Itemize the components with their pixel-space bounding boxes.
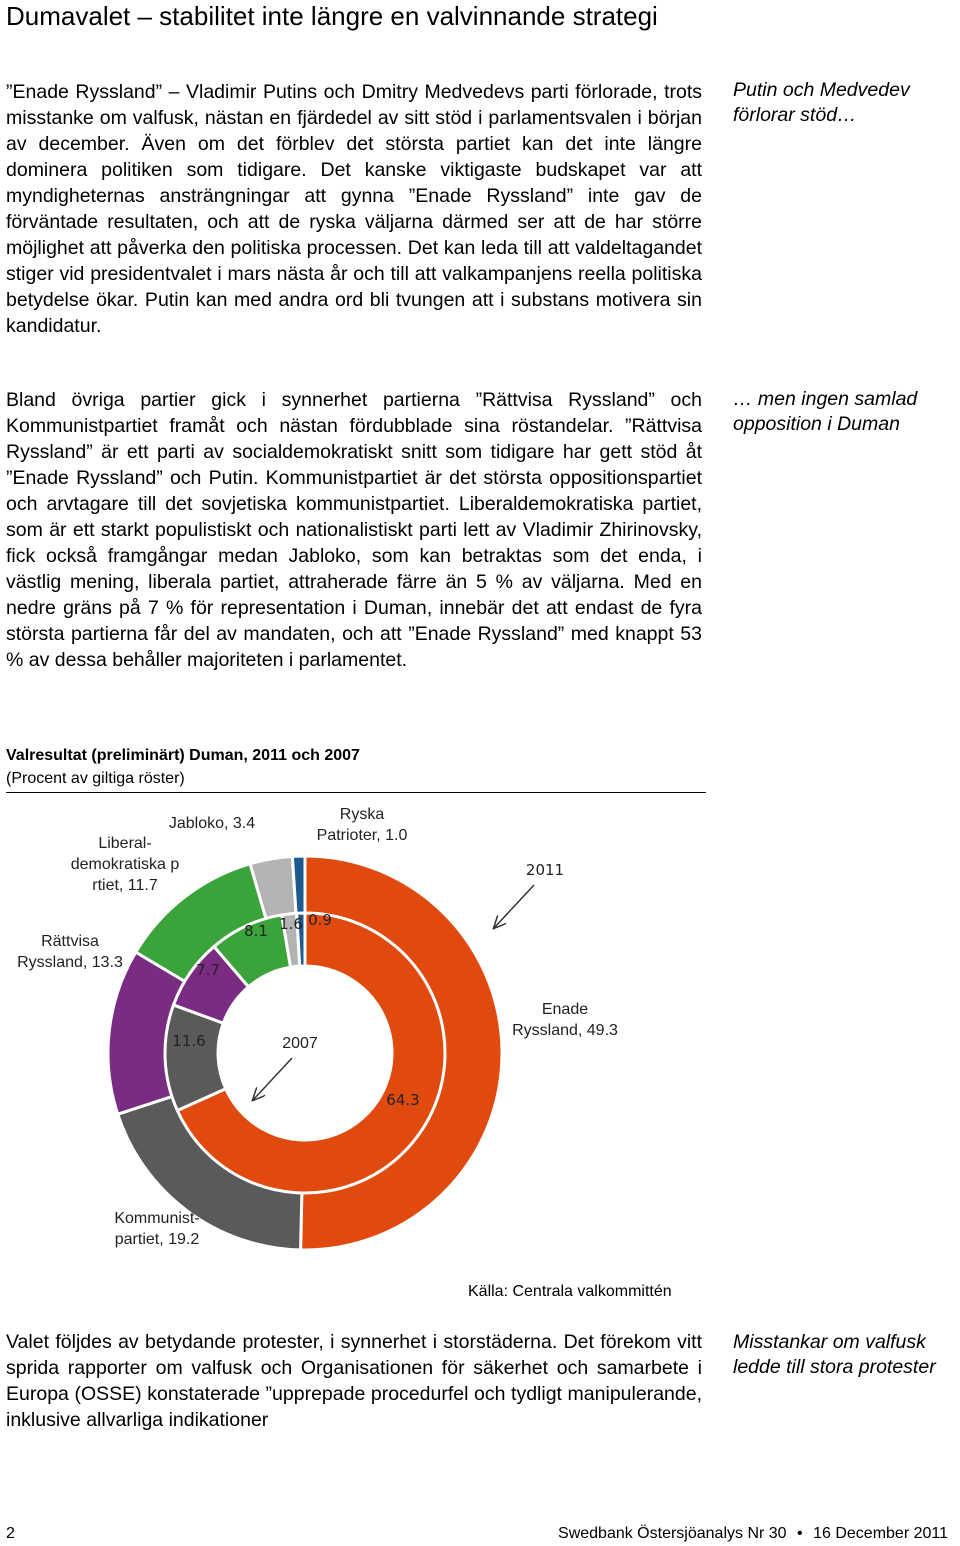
arrow-2007: [253, 1058, 292, 1100]
paragraph-3: Valet följdes av betydande protester, i synnerhet i storstäderna. Det förekom vitt sprida rapporter om valfusk och Organisationen för säkerhet och samarbete i Europa (OSSE) konstaterade ”upprepade procedurfel och tydligt manipulerande, inklusive allvarliga indikationer: [6, 1331, 702, 1431]
figure-source: Källa: Centrala valkommittén: [468, 1283, 672, 1300]
slice-label-jabloko-2007: 1.6: [279, 915, 303, 933]
paragraph-2: Bland övriga partier gick i synnerhet partierna ”Rättvisa Ryssland” och Kommunistpartiet framåt och nästan fördubblade sina röstandelar. ”Rättvisa Ryssland” är ett parti av socialdemokratiskt snitt som tidigare har gett stöd åt ”Enade Ryssland” och Putin. Kommunistpartiet är det största oppositionspartiet och arvtagare till det sovjetiska kommunistpartiet. Liberaldemokratiska partiet, som är ett starkt populistiskt och nationalistiskt parti lett av Vladimir Zhirinovsky, fick också framgångar medan Jabloko, som kan betraktas som det enda, i västlig mening, liberala partiet, attraherade färre än 5 % av väljarna. Med en nedre gräns på 7 % för representation i Duman, innebär det att endast de fyra största partierna får del av mandaten, och att ”Enade Ryssland” med knappt 53 % av dessa behåller majoriteten i parlamentet.: [6, 389, 702, 671]
slice-label-liberaldemokratiska-2011: Liberal-demokratiska p rtiet, 11.7: [70, 835, 180, 894]
slice-label-rattvisa-ryssland-2007: 7.7: [196, 961, 220, 979]
footer-publication: [558, 1525, 948, 1543]
paragraph-1: ”Enade Ryssland” – Vladimir Putins och Dmitry Medvedevs parti förlorade, trots misstanke om valfusk, nästan en fjärdedel av sitt stöd i parlamentsvalen i början av december. Även om det förblev det största partiet kan det inte längre dominera politiken som tidigare. Det kanske viktigaste budskapet var att myndigheternas ansträngningar att gynna ”Enade Ryssland” inte gav de förväntade resultaten, och att de ryska väljarna därmed ser att de har större möjlighet att påverka den politiska processen. Det kan leda till att valdeltagandet stiger vid presidentvalet i mars nästa år och till att valkampanjens reella politiska betydelse ökar. Putin kan med andra ord bli tvungen att i substans motivera sin kandidatur.: [6, 81, 702, 337]
donut-chart: [0, 793, 710, 1273]
sidenote-1: Putin och Medvedev förlorar stöd…: [733, 79, 910, 126]
article-heading: Dumavalet – stabilitet inte längre en valvinnande strategi: [6, 1, 658, 31]
slice-label-kommunistpartiet-2011: Kommunist-partiet, 19.2: [114, 1210, 200, 1248]
slice-label-liberaldemokratiska-2007: 8.1: [244, 922, 268, 940]
slice-label-ryska-patrioter-2011: Ryska Patrioter, 1.0: [316, 806, 408, 844]
slice-label-kommunistpartiet-2007: 11.6: [172, 1032, 206, 1050]
slice-label-enade-ryssland-2011: Enade Ryssland, 49.3: [512, 1001, 618, 1039]
slice-label-ryska-patrioter-2007: 0.9: [308, 911, 332, 929]
slice-label-enade-ryssland-2007: 64.3: [386, 1091, 420, 1109]
sidenote-3: Misstankar om valfusk ledde till stora protester: [733, 1331, 936, 1378]
figure-title: Valresultat (preliminärt) Duman, 2011 och 2007: [6, 747, 360, 764]
slice-label-rattvisa-ryssland-2011: Rättvisa Ryssland, 13.3: [17, 933, 123, 971]
footer-bullet: •: [797, 1525, 803, 1542]
sidenote-2: … men ingen samlad opposition i Duman: [733, 388, 918, 435]
page-number: 2: [6, 1525, 15, 1542]
ring-label-2011: 2011: [525, 861, 565, 879]
slice-ryska-patrioter-2011: [292, 856, 305, 916]
publication-name: Swedbank Östersjöanalys Nr 30: [558, 1525, 787, 1542]
inner-ring-2007: [165, 913, 445, 1193]
arrow-2011: [494, 885, 534, 928]
ring-label-2007: 2007: [282, 1035, 318, 1052]
publication-date: 16 December 2011: [813, 1525, 948, 1542]
slice-label-jabloko-2011: Jabloko, 3.4: [168, 815, 256, 832]
figure-subtitle: (Procent av giltiga röster): [6, 770, 185, 787]
